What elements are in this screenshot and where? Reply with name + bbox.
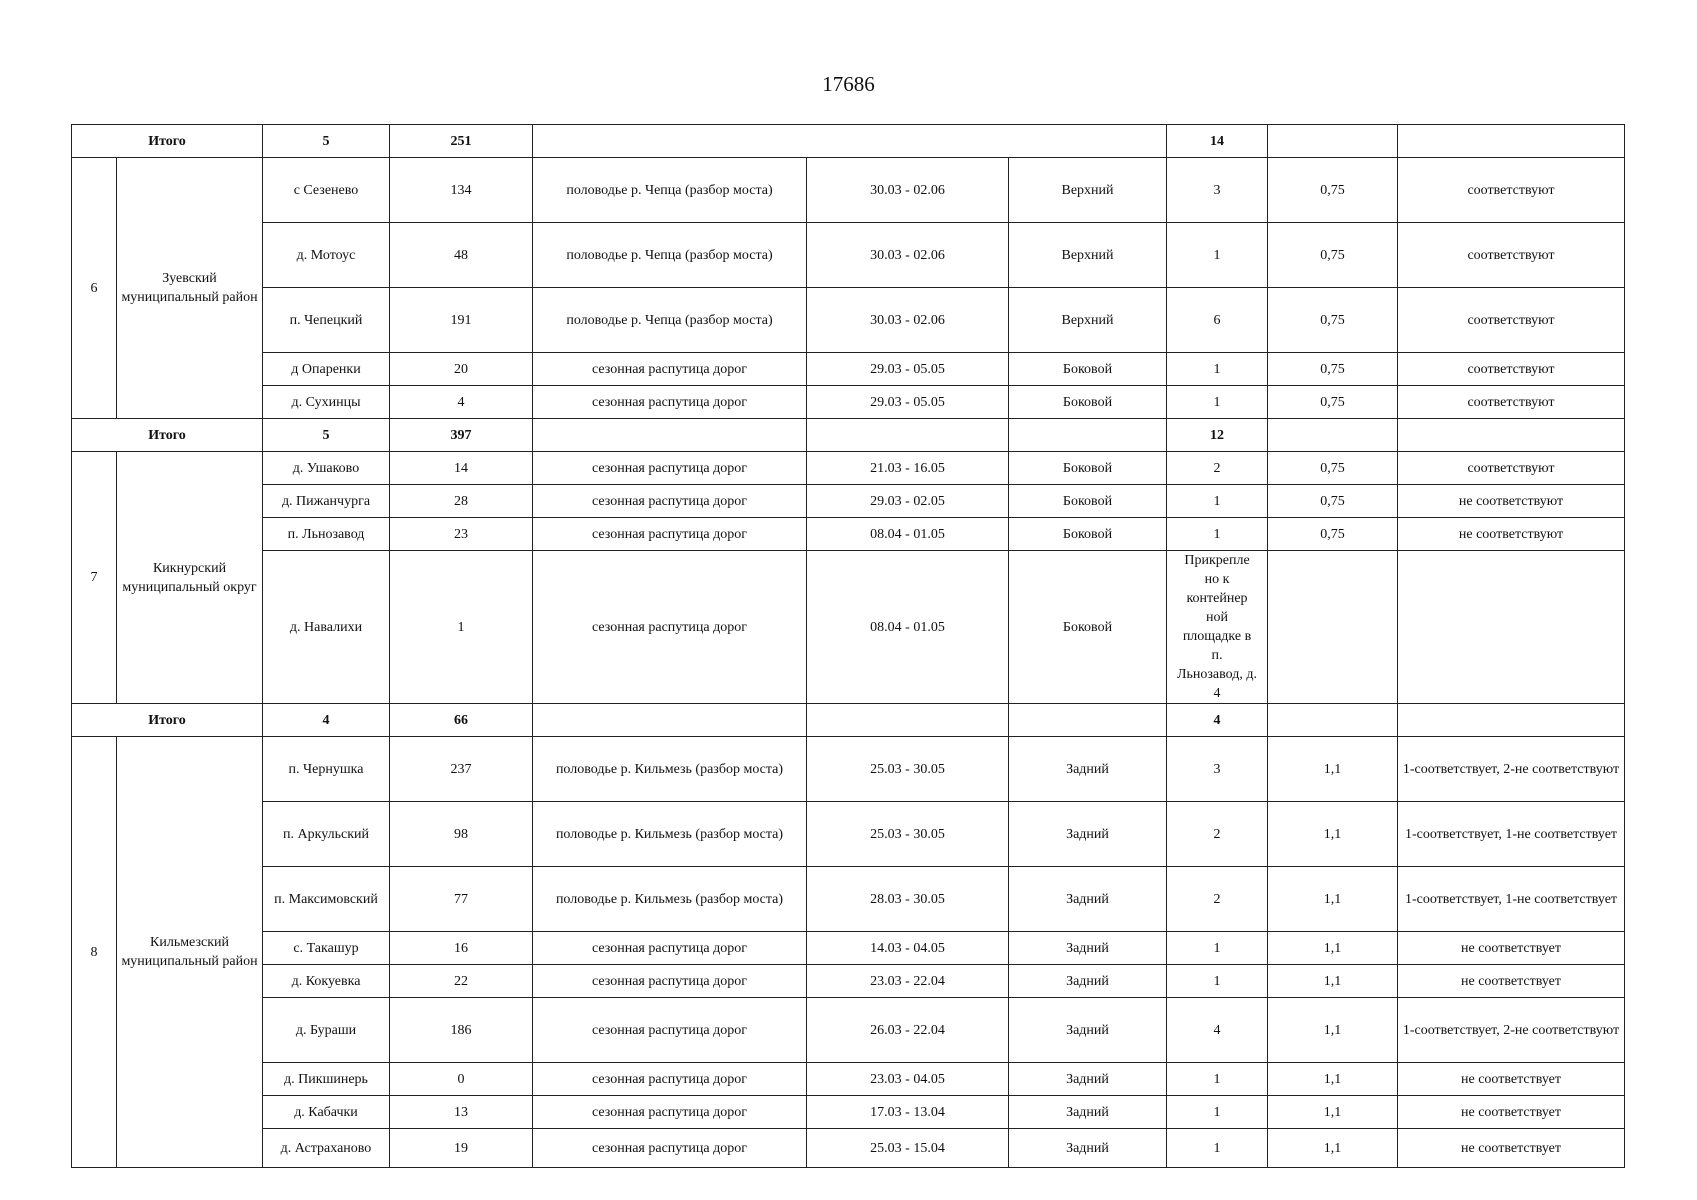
loading-type: Боковой [1009,551,1167,704]
total-count: 4 [263,704,390,737]
settlement: д. Ушаково [263,452,390,485]
loading-type: Боковой [1009,452,1167,485]
period: 30.03 - 02.06 [807,223,1009,288]
settlement: д. Бураши [263,998,390,1063]
table-row [72,452,1625,485]
people: 14 [390,452,533,485]
reason: сезонная распутица дорог [533,1129,807,1168]
settlement: с Сезенево [263,158,390,223]
settlement: д. Пижанчурга [263,485,390,518]
total-count: 5 [263,419,390,452]
settlement: п. Чепецкий [263,288,390,353]
volume: 1,1 [1268,1129,1398,1168]
containers: 3 [1167,737,1268,802]
volume: 1,1 [1268,932,1398,965]
settlement: п. Аркульский [263,802,390,867]
settlement: с. Такашур [263,932,390,965]
total-label: Итого [72,125,263,158]
district-name: Кикнурский муниципальный округ [117,452,263,704]
people: 20 [390,353,533,386]
table-row [72,1129,1625,1168]
reason: половодье р. Чепца (разбор моста) [533,288,807,353]
table-row [72,353,1625,386]
reason: сезонная распутица дорог [533,1096,807,1129]
people: 0 [390,1063,533,1096]
volume [1268,551,1398,704]
table-row [72,386,1625,419]
reason: половодье р. Чепца (разбор моста) [533,223,807,288]
volume: 1,1 [1268,1096,1398,1129]
reason: половодье р. Кильмезь (разбор моста) [533,867,807,932]
reason: сезонная распутица дорог [533,932,807,965]
people: 16 [390,932,533,965]
compliance: не соответствуют [1398,485,1625,518]
reason: сезонная распутица дорог [533,386,807,419]
compliance: соответствуют [1398,452,1625,485]
reason: сезонная распутица дорог [533,452,807,485]
loading-type: Верхний [1009,223,1167,288]
period: 25.03 - 15.04 [807,1129,1009,1168]
settlement: п. Льнозавод [263,518,390,551]
loading-type: Боковой [1009,386,1167,419]
compliance: соответствуют [1398,386,1625,419]
people: 186 [390,998,533,1063]
reason: сезонная распутица дорог [533,965,807,998]
total-label: Итого [72,704,263,737]
compliance: 1-соответствует, 2-не соответствуют [1398,998,1625,1063]
total-empty [533,704,807,737]
loading-type: Задний [1009,965,1167,998]
people: 19 [390,1129,533,1168]
compliance: не соответствует [1398,932,1625,965]
period: 26.03 - 22.04 [807,998,1009,1063]
reason: сезонная распутица дорог [533,353,807,386]
containers: 1 [1167,485,1268,518]
reason: сезонная распутица дорог [533,551,807,704]
table-row [72,223,1625,288]
settlement: п. Максимовский [263,867,390,932]
containers: 1 [1167,386,1268,419]
compliance: соответствуют [1398,223,1625,288]
compliance: соответствуют [1398,158,1625,223]
page-number: 17686 [822,72,875,96]
people: 23 [390,518,533,551]
total-people: 397 [390,419,533,452]
volume: 0,75 [1268,518,1398,551]
containers: 1 [1167,1096,1268,1129]
period: 28.03 - 30.05 [807,867,1009,932]
people: 77 [390,867,533,932]
total-empty [1398,704,1625,737]
table-row [72,485,1625,518]
period: 23.03 - 04.05 [807,1063,1009,1096]
compliance [1398,551,1625,704]
loading-type: Задний [1009,737,1167,802]
period: 25.03 - 30.05 [807,802,1009,867]
table-row [72,802,1625,867]
containers: 1 [1167,1129,1268,1168]
containers: 6 [1167,288,1268,353]
loading-type: Задний [1009,802,1167,867]
period: 25.03 - 30.05 [807,737,1009,802]
settlement: д. Сухинцы [263,386,390,419]
table-row [72,158,1625,223]
people: 13 [390,1096,533,1129]
total-people: 251 [390,125,533,158]
table-row [72,867,1625,932]
district-name: Зуевский муниципальный район [117,158,263,419]
loading-type: Боковой [1009,518,1167,551]
containers: 2 [1167,867,1268,932]
loading-type: Задний [1009,1096,1167,1129]
total-row [72,125,1625,158]
total-empty [1398,419,1625,452]
table-row [72,1096,1625,1129]
volume: 1,1 [1268,1063,1398,1096]
loading-type: Верхний [1009,288,1167,353]
total-empty [533,419,807,452]
group-number: 8 [72,737,117,1168]
total-empty [1268,419,1398,452]
group-number: 7 [72,452,117,704]
compliance: 1-соответствует, 1-не соответствует [1398,867,1625,932]
compliance: не соответствует [1398,1096,1625,1129]
loading-type: Задний [1009,867,1167,932]
volume: 0,75 [1268,223,1398,288]
compliance: соответствуют [1398,353,1625,386]
people: 28 [390,485,533,518]
settlement: д. Кокуевка [263,965,390,998]
people: 4 [390,386,533,419]
loading-type: Боковой [1009,353,1167,386]
people: 22 [390,965,533,998]
containers: 1 [1167,932,1268,965]
period: 14.03 - 04.05 [807,932,1009,965]
volume: 1,1 [1268,737,1398,802]
volume: 0,75 [1268,288,1398,353]
settlement: д. Пикшинерь [263,1063,390,1096]
containers: 1 [1167,353,1268,386]
loading-type: Задний [1009,998,1167,1063]
period: 17.03 - 13.04 [807,1096,1009,1129]
period: 29.03 - 05.05 [807,353,1009,386]
settlement: д. Кабачки [263,1096,390,1129]
period: 21.03 - 16.05 [807,452,1009,485]
containers: 4 [1167,998,1268,1063]
volume: 0,75 [1268,485,1398,518]
table-row [72,1063,1625,1096]
people: 191 [390,288,533,353]
period: 30.03 - 02.06 [807,288,1009,353]
containers: 1 [1167,1063,1268,1096]
period: 29.03 - 02.05 [807,485,1009,518]
total-containers: 14 [1167,125,1268,158]
total-empty [807,419,1009,452]
total-empty [1268,704,1398,737]
total-empty [807,704,1009,737]
people: 48 [390,223,533,288]
loading-type: Задний [1009,1063,1167,1096]
period: 08.04 - 01.05 [807,518,1009,551]
total-empty [533,125,1167,158]
reason: половодье р. Кильмезь (разбор моста) [533,737,807,802]
containers: 2 [1167,452,1268,485]
settlement: п. Чернушка [263,737,390,802]
people: 98 [390,802,533,867]
containers: 1 [1167,518,1268,551]
period: 08.04 - 01.05 [807,551,1009,704]
total-row [72,704,1625,737]
compliance: не соответствует [1398,1129,1625,1168]
table-row [72,518,1625,551]
people: 237 [390,737,533,802]
containers: 1 [1167,223,1268,288]
reason: сезонная распутица дорог [533,998,807,1063]
compliance: 1-соответствует, 2-не соответствуют [1398,737,1625,802]
people: 1 [390,551,533,704]
total-count: 5 [263,125,390,158]
settlements-table [71,124,1625,1168]
compliance: 1-соответствует, 1-не соответствует [1398,802,1625,867]
total-people: 66 [390,704,533,737]
compliance: соответствуют [1398,288,1625,353]
table-row [72,932,1625,965]
containers-note: Прикрепле но к контейнер ной площадке в п. Льнозавод, д. 4 [1167,551,1268,704]
reason: сезонная распутица дорог [533,485,807,518]
period: 29.03 - 05.05 [807,386,1009,419]
total-empty [1268,125,1398,158]
containers: 1 [1167,965,1268,998]
volume: 0,75 [1268,452,1398,485]
loading-type: Верхний [1009,158,1167,223]
reason: половодье р. Чепца (разбор моста) [533,158,807,223]
reason: половодье р. Кильмезь (разбор моста) [533,802,807,867]
compliance: не соответствует [1398,1063,1625,1096]
total-label: Итого [72,419,263,452]
period: 30.03 - 02.06 [807,158,1009,223]
volume: 1,1 [1268,802,1398,867]
loading-type: Боковой [1009,485,1167,518]
settlement: д. Астраханово [263,1129,390,1168]
loading-type: Задний [1009,932,1167,965]
reason: сезонная распутица дорог [533,1063,807,1096]
volume: 1,1 [1268,998,1398,1063]
table-row [72,998,1625,1063]
total-empty [1009,704,1167,737]
total-empty [1009,419,1167,452]
volume: 0,75 [1268,386,1398,419]
total-containers: 4 [1167,704,1268,737]
period: 23.03 - 22.04 [807,965,1009,998]
total-row [72,419,1625,452]
volume: 0,75 [1268,158,1398,223]
total-empty [1398,125,1625,158]
volume: 0,75 [1268,353,1398,386]
settlement: д Опаренки [263,353,390,386]
people: 134 [390,158,533,223]
compliance: не соответствуют [1398,518,1625,551]
table-row [72,551,1625,704]
total-containers: 12 [1167,419,1268,452]
compliance: не соответствует [1398,965,1625,998]
table-row [72,965,1625,998]
containers: 3 [1167,158,1268,223]
reason: сезонная распутица дорог [533,518,807,551]
table-row [72,737,1625,802]
table-row [72,288,1625,353]
settlement: д. Навалихи [263,551,390,704]
settlement: д. Мотоус [263,223,390,288]
loading-type: Задний [1009,1129,1167,1168]
volume: 1,1 [1268,867,1398,932]
district-name: Кильмезский муниципальный район [117,737,263,1168]
containers: 2 [1167,802,1268,867]
volume: 1,1 [1268,965,1398,998]
group-number: 6 [72,158,117,419]
